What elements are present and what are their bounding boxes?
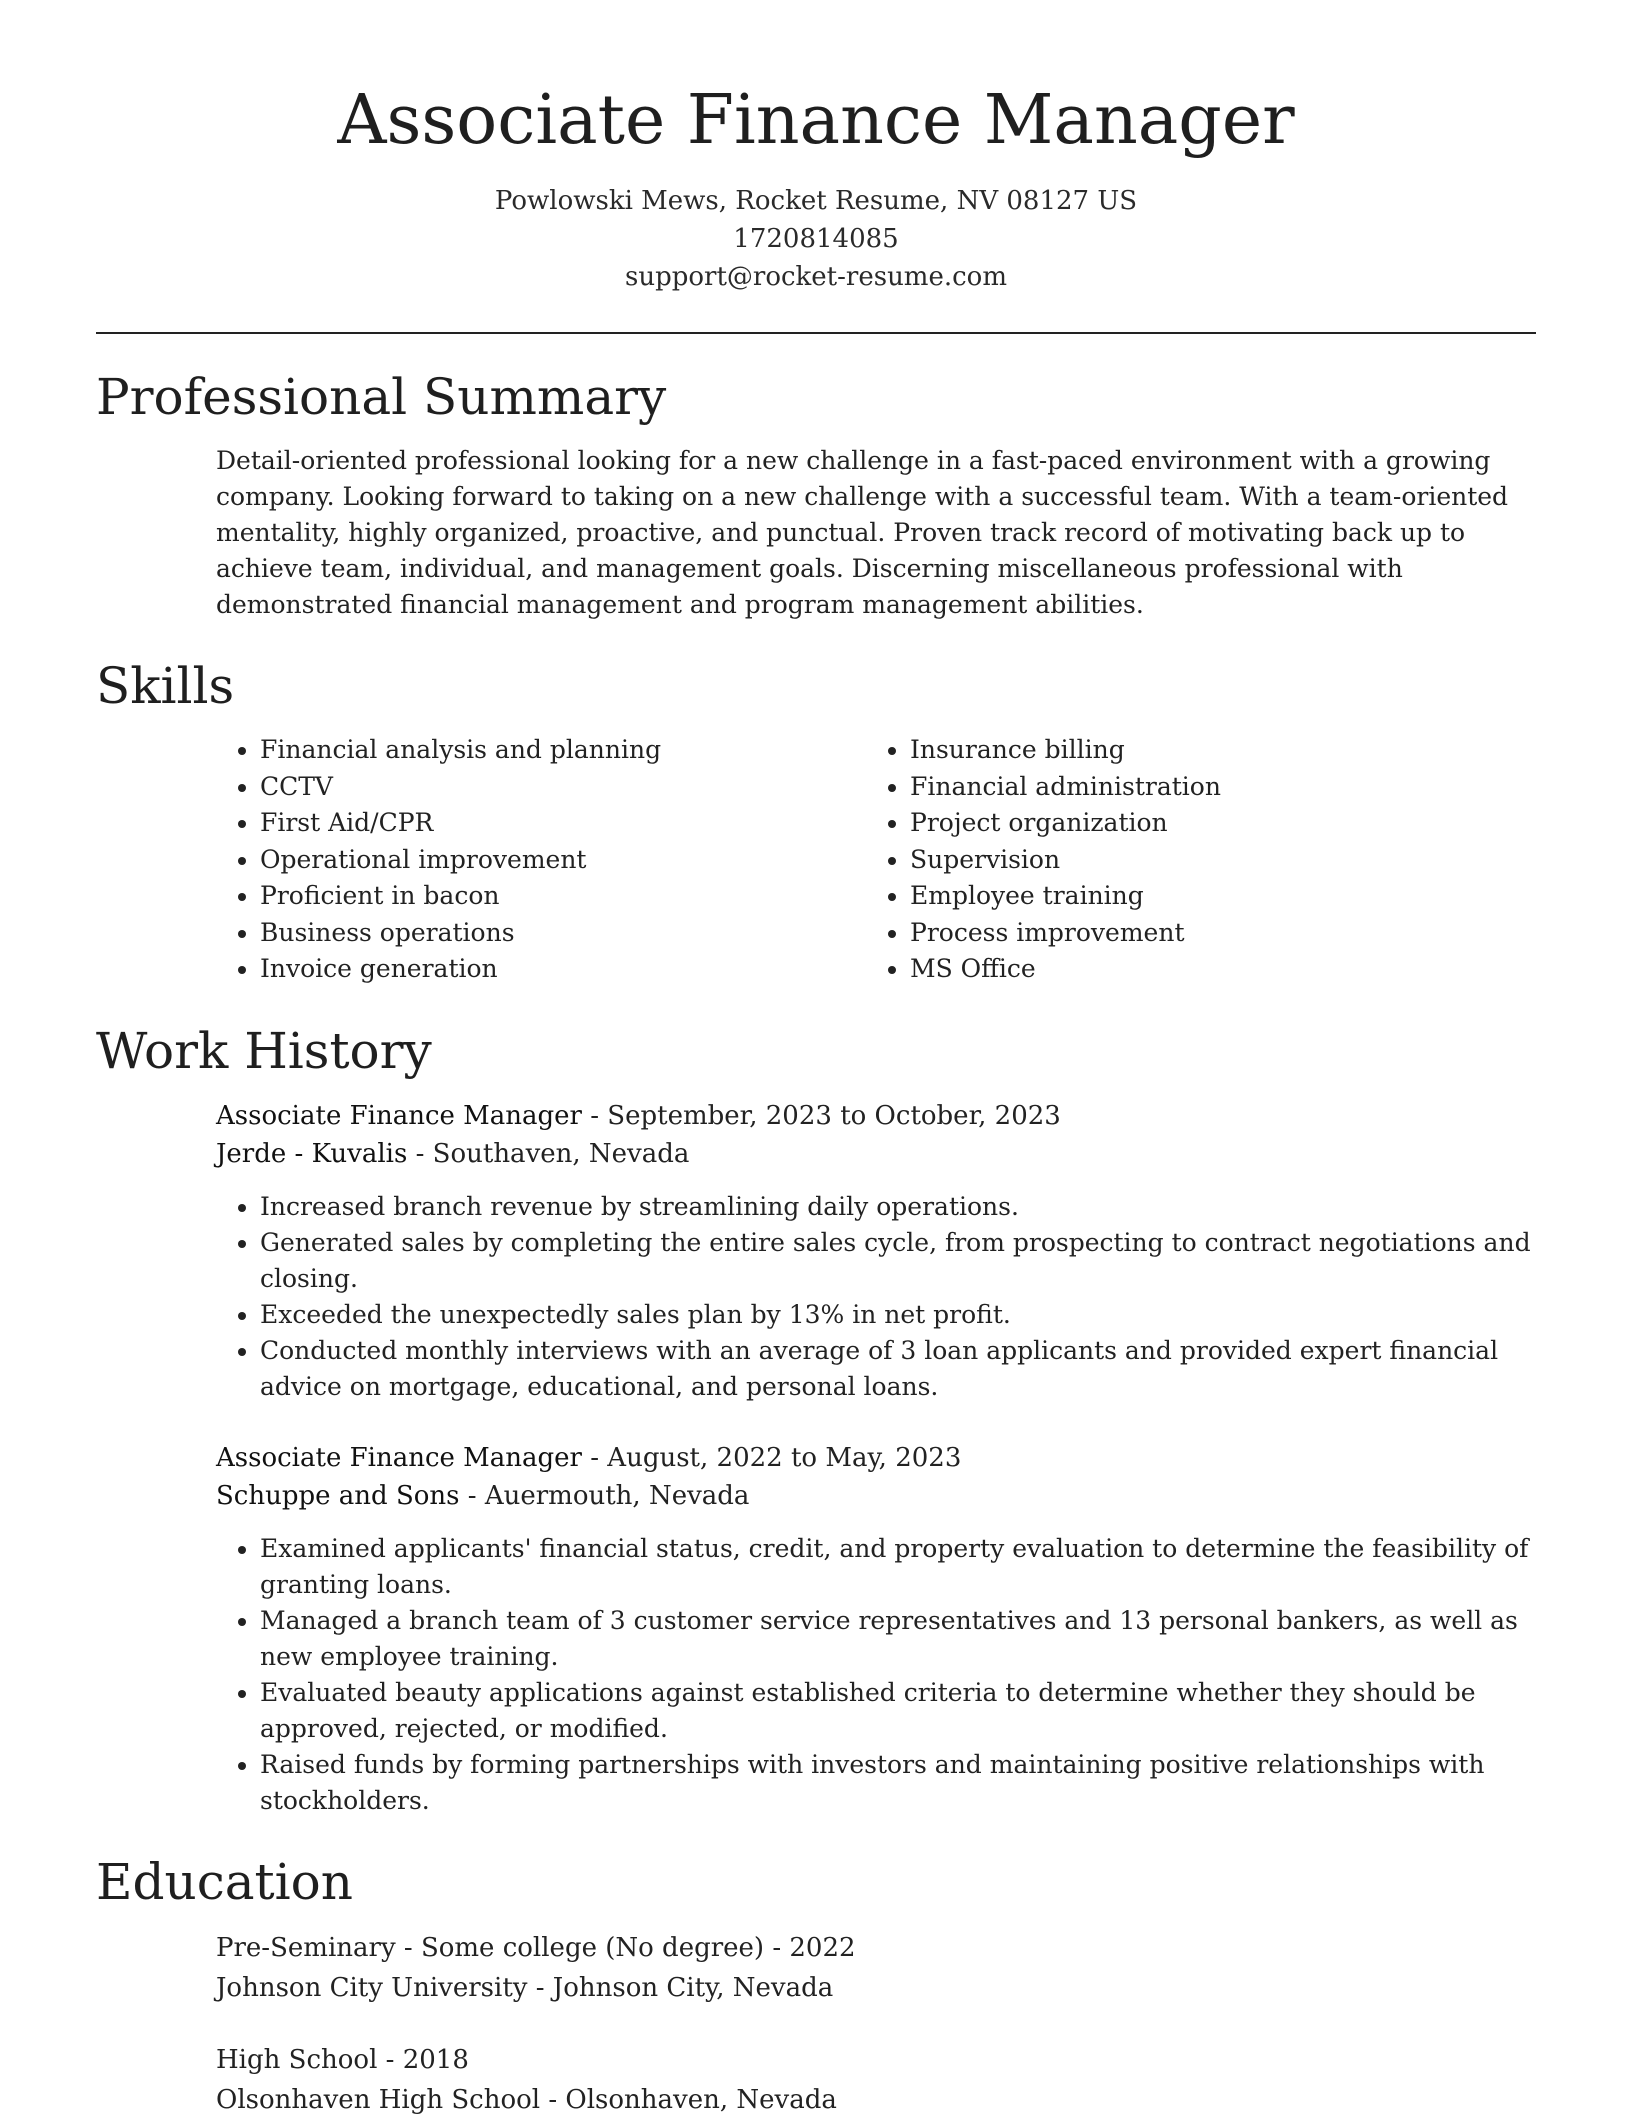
education-year: - 2018 xyxy=(377,2044,469,2075)
skills-section xyxy=(216,732,1536,988)
summary-heading: Professional Summary xyxy=(96,368,667,427)
job-location: - Auermouth, Nevada xyxy=(459,1480,750,1511)
education-school-line xyxy=(216,2080,1536,2120)
job-bullet: • Raised funds by forming partnerships with investors and maintaining positive relationships with stockholders. xyxy=(260,1747,1536,1819)
job-bullet: • Generated sales by completing the entire sales cycle, from prospecting to contract negotiations and closing. xyxy=(260,1225,1536,1297)
summary-section xyxy=(216,443,1536,623)
job-location: - Southaven, Nevada xyxy=(407,1138,690,1169)
job-company: Jerde - Kuvalis xyxy=(216,1138,408,1169)
job-title-line xyxy=(216,1439,1536,1477)
skill-item: • Supervision xyxy=(910,842,1516,879)
job-bullet: • Increased branch revenue by streamlining daily operations. xyxy=(260,1189,1536,1225)
contact-block xyxy=(96,182,1536,296)
job-title-line xyxy=(216,1097,1536,1135)
skill-item: • Process improvement xyxy=(910,915,1516,952)
education-location: - Johnson City, Nevada xyxy=(527,1972,834,2003)
contact-phone: 1720814085 xyxy=(733,224,899,255)
job-bullet: • Exceeded the unexpectedly sales plan by 13% in net profit. xyxy=(260,1297,1536,1333)
education-degree-line xyxy=(216,2040,1536,2080)
skill-item: • Business operations xyxy=(260,915,866,952)
job-entry xyxy=(216,1439,1536,1819)
job-bullet: • Examined applicants' financial status, credit, and property evaluation to determine the feasibility of granting loans. xyxy=(260,1531,1536,1603)
education-school: Johnson City University xyxy=(216,1972,528,2003)
work-heading: Work History xyxy=(96,1021,432,1080)
job-bullets xyxy=(216,1531,1536,1819)
education-location: - Olsonhaven, Nevada xyxy=(540,2084,837,2115)
education-school-line xyxy=(216,1968,1536,2008)
contact-address: Powlowski Mews, Rocket Resume, NV 08127 US xyxy=(494,186,1138,217)
skill-item: • Proficient in bacon xyxy=(260,878,866,915)
education-section xyxy=(216,1928,1536,2120)
skill-item: • First Aid/CPR xyxy=(260,805,866,842)
skill-item: • Invoice generation xyxy=(260,951,866,988)
skills-list-left xyxy=(216,732,866,988)
job-bullets xyxy=(216,1189,1536,1405)
job-role: Associate Finance Manager xyxy=(216,1100,582,1131)
job-company: Schuppe and Sons xyxy=(216,1480,460,1511)
summary-text: Detail-oriented professional looking for a new challenge in a fast-paced environment with a growing company. Looking forward to taking on a new challenge with a successful team. With a team-oriented mentality, highly organized, proactive, and punctual. Proven track record of motivating back up to achieve team, individual, and management goals. Discerning miscellaneous professional with demonstrated financial management and program management abilities. xyxy=(216,446,1509,620)
education-entry xyxy=(216,2040,1536,2120)
education-entry xyxy=(216,1928,1536,2008)
job-bullet: • Evaluated beauty applications against established criteria to determine whether they should be approved, rejected, or modified. xyxy=(260,1675,1536,1747)
skill-item: • Insurance billing xyxy=(910,732,1516,769)
job-dates: - September, 2023 to October, 2023 xyxy=(581,1100,1061,1131)
skills-list-right xyxy=(866,732,1516,988)
work-section xyxy=(216,1097,1536,1819)
candidate-title: Associate Finance Manager xyxy=(337,81,1295,160)
education-year: - 2022 xyxy=(764,1932,856,1963)
education-degree-line xyxy=(216,1928,1536,1968)
skill-item: • MS Office xyxy=(910,951,1516,988)
skill-item: • Operational improvement xyxy=(260,842,866,879)
job-role: Associate Finance Manager xyxy=(216,1442,582,1473)
job-company-line xyxy=(216,1135,1536,1173)
job-entry xyxy=(216,1097,1536,1405)
education-heading: Education xyxy=(96,1852,353,1911)
job-company-line xyxy=(216,1477,1536,1515)
skill-item: • Employee training xyxy=(910,878,1516,915)
resume-header xyxy=(96,0,1536,296)
education-degree: High School xyxy=(216,2044,378,2075)
education-school: Olsonhaven High School xyxy=(216,2084,541,2115)
skill-item: • Financial administration xyxy=(910,769,1516,806)
skill-item: • CCTV xyxy=(260,769,866,806)
job-bullet: • Conducted monthly interviews with an average of 3 loan applicants and provided expert financial advice on mortgage, educational, and personal loans. xyxy=(260,1333,1536,1405)
skills-heading: Skills xyxy=(96,657,235,716)
contact-email: support@rocket-resume.com xyxy=(624,262,1007,293)
skill-item: • Financial analysis and planning xyxy=(260,732,866,769)
job-bullet: • Managed a branch team of 3 customer service representatives and 13 personal bankers, as well as new employee training. xyxy=(260,1603,1536,1675)
job-dates: - August, 2022 to May, 2023 xyxy=(581,1442,962,1473)
education-degree: Pre-Seminary - Some college (No degree) xyxy=(216,1932,765,1963)
header-divider xyxy=(96,332,1536,334)
skill-item: • Project organization xyxy=(910,805,1516,842)
